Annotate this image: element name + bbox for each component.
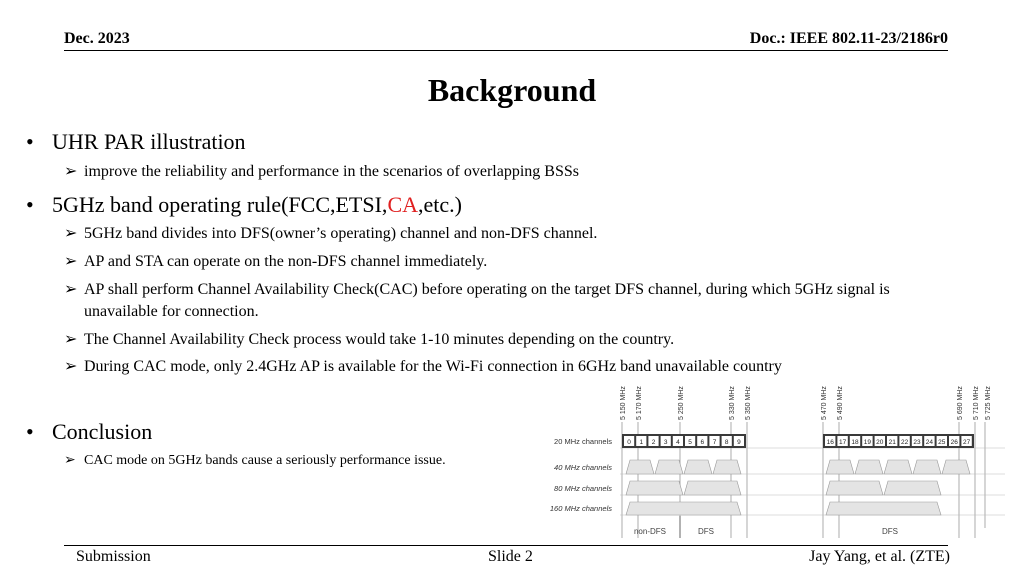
freq-label: 5 170 MHz [636, 386, 643, 420]
bullet-text: Conclusion [52, 419, 153, 444]
bullet-dot-icon: • [26, 129, 34, 154]
freq-label: 5 725 MHz [985, 386, 992, 420]
bullet-conclusion [26, 419, 152, 445]
freq-label: 5 710 MHz [973, 386, 980, 420]
arrow-bullet-icon: ➢ [64, 453, 76, 468]
sub-bullet-text: CAC mode on 5GHz bands cause a seriously performance issue. [84, 453, 446, 468]
arrow-bullet-icon: ➢ [64, 281, 78, 298]
channel-number: 2 [651, 439, 656, 446]
channel-number: 25 [938, 439, 946, 446]
bullet-dot-icon: • [26, 192, 34, 217]
channel-number: 16 [826, 439, 834, 446]
channel-number: 22 [900, 439, 909, 446]
freq-label: 5 690 MHz [957, 386, 964, 420]
bullet-dot-icon: • [26, 419, 34, 444]
footer-slide-number: Slide 2 [488, 548, 533, 565]
channel-number: 26 [950, 439, 958, 446]
sub-bullet [64, 356, 944, 378]
freq-label: 5 250 MHz [678, 386, 685, 420]
footer-author: Jay Yang, et al. (ZTE) [809, 548, 950, 565]
row-label: 80 MHz channels [554, 484, 612, 493]
slide-title: Background [427, 72, 597, 108]
channel-number: 17 [838, 439, 847, 446]
channel-number: 7 [712, 439, 717, 446]
region-label-dfs: DFS [698, 527, 714, 536]
freq-label: 5 470 MHz [821, 386, 828, 420]
arrow-bullet-icon: ➢ [64, 163, 78, 180]
bullet-5ghz-rule [26, 192, 462, 218]
arrow-bullet-icon: ➢ [64, 331, 78, 348]
channel-number: 5 [688, 439, 692, 446]
channel-number: 6 [700, 439, 705, 446]
sub-bullet [64, 329, 944, 351]
channel-number: 18 [851, 439, 859, 446]
header-date: Dec. 2023 [64, 30, 130, 47]
channel-number: 19 [863, 439, 872, 446]
arrow-bullet-icon: ➢ [64, 358, 78, 375]
channel-number: 20 [876, 439, 884, 446]
channel-number: 27 [962, 439, 971, 446]
region-label-non-dfs: non-DFS [633, 527, 667, 536]
sub-bullet-text: AP shall perform Channel Availability Check(CAC) before operating on the target DFS channel, during which 5GHz signal is unavailable for connection. [84, 281, 890, 320]
bullet-text: UHR PAR illustration [52, 129, 246, 154]
freq-label: 5 490 MHz [837, 386, 844, 420]
channel-number: 9 [737, 439, 741, 446]
arrow-bullet-icon: ➢ [64, 225, 78, 242]
bullet-uhr-par [26, 129, 246, 155]
row-label: 20 MHz channels [554, 437, 612, 446]
channel-number: 3 [663, 439, 668, 446]
freq-label: 5 330 MHz [729, 386, 736, 420]
channel-number: 4 [676, 439, 680, 446]
channel-number: 21 [888, 439, 896, 446]
freq-label: 5 150 MHz [620, 386, 627, 420]
channel-number: 8 [724, 439, 729, 446]
channel-number: 1 [639, 439, 644, 446]
sub-bullet-text: improve the reliability and performance in the scenarios of overlapping BSSs [84, 163, 579, 180]
bullet-text: ,etc.) [418, 192, 462, 217]
region-label-dfs-upper: DFS [882, 527, 898, 536]
sub-bullet [64, 279, 944, 323]
footer-divider [64, 545, 948, 546]
bullet-text-highlight: CA [387, 192, 418, 217]
sub-bullet [64, 161, 944, 183]
channel-allocation-diagram [530, 378, 1010, 544]
freq-label: 5 350 MHz [745, 386, 752, 420]
header-divider [64, 50, 948, 51]
sub-bullet [64, 251, 944, 273]
sub-bullet-text: The Channel Availability Check process would take 1-10 minutes depending on the country. [84, 331, 675, 348]
arrow-bullet-icon: ➢ [64, 253, 78, 270]
sub-bullet [64, 223, 944, 245]
row-label: 40 MHz channels [554, 463, 612, 472]
channel-number: 24 [925, 439, 934, 446]
channel-number: 0 [627, 439, 631, 446]
sub-bullet-text: During CAC mode, only 2.4GHz AP is available for the Wi-Fi connection in 6GHz band unavailable country [84, 358, 782, 375]
footer-submission: Submission [76, 548, 151, 565]
channel-number: 23 [913, 439, 921, 446]
sub-bullet [64, 450, 524, 472]
bullet-text: 5GHz band operating rule(FCC,ETSI, [52, 192, 388, 217]
sub-bullet-text: 5GHz band divides into DFS(owner’s operating) channel and non-DFS channel. [84, 225, 598, 242]
row-label: 160 MHz channels [549, 504, 612, 513]
header-doc-id: Doc.: IEEE 802.11-23/2186r0 [749, 30, 948, 47]
sub-bullet-text: AP and STA can operate on the non-DFS channel immediately. [84, 253, 488, 270]
